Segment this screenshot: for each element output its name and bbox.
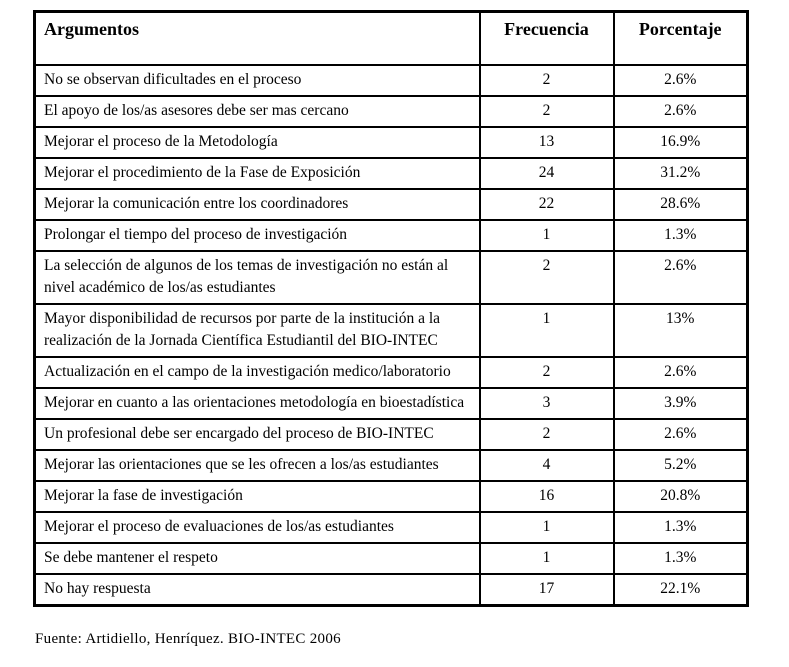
cell-frequency: 1 xyxy=(480,220,614,251)
table-row xyxy=(35,357,748,388)
cell-percentage: 1.3% xyxy=(614,543,748,574)
cell-argument: La selección de algunos de los temas de investigación no están al nivel académico de los/as estudiantes xyxy=(35,251,480,304)
cell-frequency: 22 xyxy=(480,189,614,220)
cell-argument: Mejorar la fase de investigación xyxy=(35,481,480,512)
cell-argument: Prolongar el tiempo del proceso de investigación xyxy=(35,220,480,251)
cell-percentage: 2.6% xyxy=(614,251,748,304)
cell-argument: No se observan dificultades en el proceso xyxy=(35,65,480,96)
arguments-table xyxy=(33,10,749,607)
cell-argument: El apoyo de los/as asesores debe ser mas cercano xyxy=(35,96,480,127)
table-row xyxy=(35,388,748,419)
table-row xyxy=(35,574,748,606)
cell-percentage: 2.6% xyxy=(614,96,748,127)
cell-argument: Mejorar el proceso de la Metodología xyxy=(35,127,480,158)
source-citation: Fuente: Artidiello, Henríquez. BIO-INTEC 2006 xyxy=(35,631,341,647)
table-row xyxy=(35,304,748,357)
table-row xyxy=(35,481,748,512)
cell-argument: Mejorar el procedimiento de la Fase de Exposición xyxy=(35,158,480,189)
header-frequency: Frecuencia xyxy=(480,12,614,65)
cell-argument: Mejorar la comunicación entre los coordinadores xyxy=(35,189,480,220)
cell-frequency: 1 xyxy=(480,512,614,543)
cell-percentage: 13% xyxy=(614,304,748,357)
cell-percentage: 1.3% xyxy=(614,512,748,543)
cell-frequency: 1 xyxy=(480,543,614,574)
table-row xyxy=(35,512,748,543)
cell-argument: Mejorar en cuanto a las orientaciones metodología en bioestadística xyxy=(35,388,480,419)
cell-frequency: 24 xyxy=(480,158,614,189)
table-row xyxy=(35,127,748,158)
header-argument: Argumentos xyxy=(35,12,480,65)
cell-argument: Un profesional debe ser encargado del proceso de BIO-INTEC xyxy=(35,419,480,450)
table-row xyxy=(35,450,748,481)
cell-argument: Actualización en el campo de la investigación medico/laboratorio xyxy=(35,357,480,388)
cell-percentage: 2.6% xyxy=(614,357,748,388)
cell-frequency: 2 xyxy=(480,65,614,96)
cell-frequency: 2 xyxy=(480,96,614,127)
cell-percentage: 28.6% xyxy=(614,189,748,220)
table-row xyxy=(35,158,748,189)
cell-frequency: 1 xyxy=(480,304,614,357)
cell-percentage: 22.1% xyxy=(614,574,748,606)
cell-percentage: 20.8% xyxy=(614,481,748,512)
cell-frequency: 2 xyxy=(480,419,614,450)
cell-percentage: 2.6% xyxy=(614,419,748,450)
table-row xyxy=(35,543,748,574)
cell-argument: Mejorar las orientaciones que se les ofrecen a los/as estudiantes xyxy=(35,450,480,481)
cell-argument: No hay respuesta xyxy=(35,574,480,606)
cell-frequency: 3 xyxy=(480,388,614,419)
cell-argument: Mayor disponibilidad de recursos por parte de la institución a la realización de la Jornada Científica Estudiantil del BIO-INTEC xyxy=(35,304,480,357)
table-row xyxy=(35,65,748,96)
cell-frequency: 4 xyxy=(480,450,614,481)
header-percentage: Porcentaje xyxy=(614,12,748,65)
cell-percentage: 3.9% xyxy=(614,388,748,419)
cell-frequency: 2 xyxy=(480,251,614,304)
table-row xyxy=(35,251,748,304)
table-row xyxy=(35,419,748,450)
table-row xyxy=(35,96,748,127)
cell-percentage: 2.6% xyxy=(614,65,748,96)
cell-percentage: 1.3% xyxy=(614,220,748,251)
cell-argument: Mejorar el proceso de evaluaciones de los/as estudiantes xyxy=(35,512,480,543)
cell-percentage: 31.2% xyxy=(614,158,748,189)
table-header-row xyxy=(35,12,748,65)
cell-frequency: 13 xyxy=(480,127,614,158)
cell-frequency: 17 xyxy=(480,574,614,606)
cell-percentage: 16.9% xyxy=(614,127,748,158)
cell-frequency: 16 xyxy=(480,481,614,512)
table-row xyxy=(35,220,748,251)
cell-argument: Se debe mantener el respeto xyxy=(35,543,480,574)
cell-frequency: 2 xyxy=(480,357,614,388)
table-row xyxy=(35,189,748,220)
cell-percentage: 5.2% xyxy=(614,450,748,481)
